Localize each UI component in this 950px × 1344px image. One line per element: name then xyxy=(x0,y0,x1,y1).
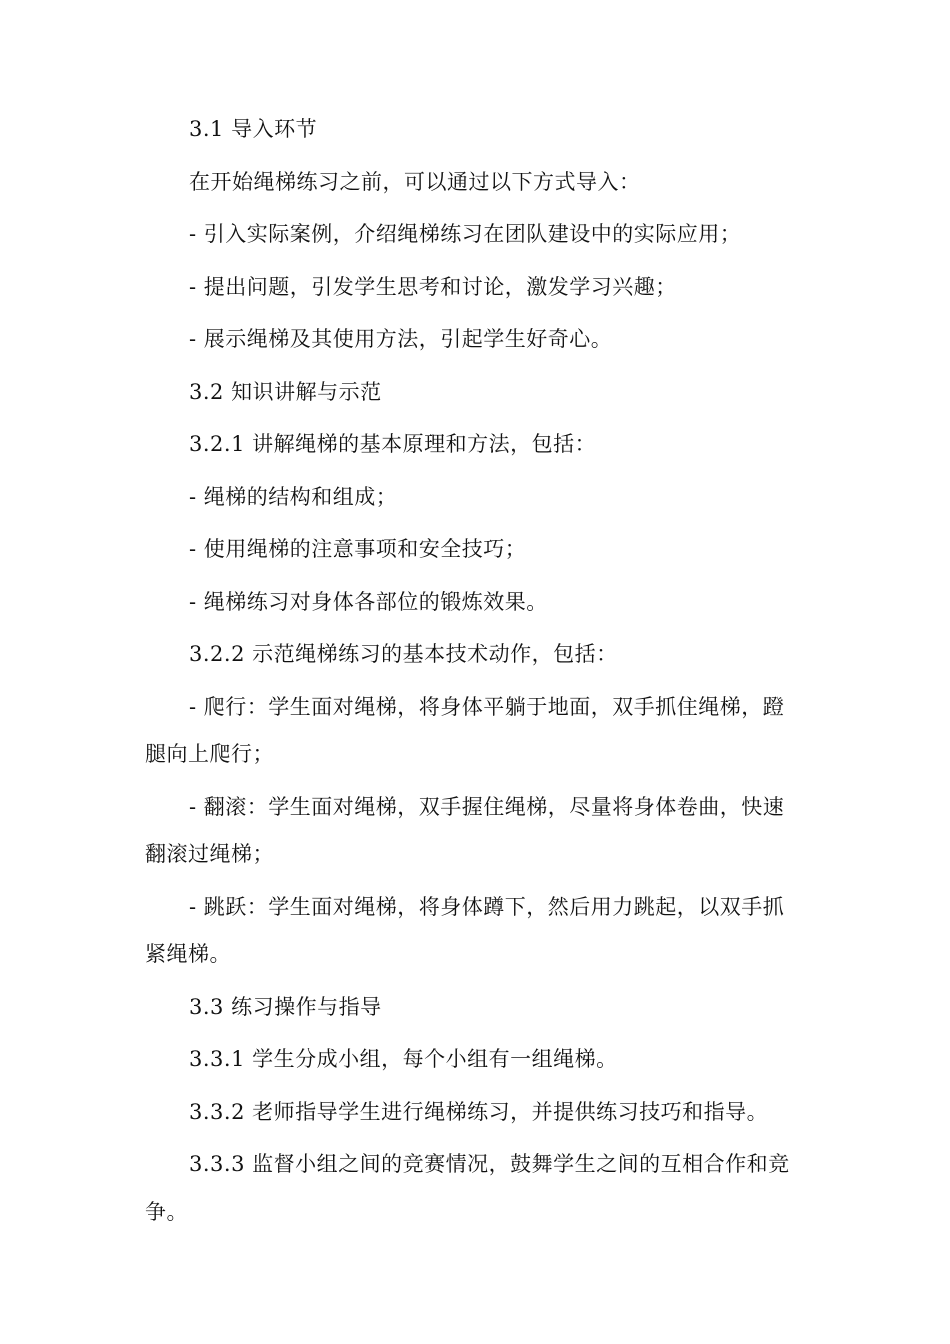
subsection-heading-3-2-2: 3.2.2 示范绳梯练习的基本技术动作，包括： xyxy=(189,642,618,666)
list-item: - 跳跃：学生面对绳梯，将身体蹲下，然后用力跳起，以双手抓紧绳梯。 xyxy=(145,894,785,966)
list-item: - 展示绳梯及其使用方法，引起学生好奇心。 xyxy=(189,327,613,351)
subsection-3-3-2: 3.3.2 老师指导学生进行绳梯练习，并提供练习技巧和指导。 xyxy=(189,1099,769,1124)
list-item: - 使用绳梯的注意事项和安全技巧； xyxy=(189,537,527,561)
list-item: - 引入实际案例，介绍绳梯练习在团队建设中的实际应用； xyxy=(189,222,742,246)
document-body xyxy=(145,106,795,1241)
list-item: - 绳梯练习对身体各部位的锻炼效果。 xyxy=(189,589,548,614)
section-heading-3-1: 3.1 导入环节 xyxy=(189,117,318,141)
list-item: - 提出问题，引发学生思考和讨论，激发学习兴趣； xyxy=(189,274,677,299)
subsection-heading-3-2-1: 3.2.1 讲解绳梯的基本原理和方法，包括： xyxy=(189,432,597,456)
section-heading-3-3: 3.3 练习操作与指导 xyxy=(189,994,382,1019)
section-heading-3-2: 3.2 知识讲解与示范 xyxy=(189,379,382,404)
intro-paragraph: 在开始绳梯练习之前，可以通过以下方式导入： xyxy=(189,169,641,194)
list-item: - 爬行：学生面对绳梯，将身体平躺于地面，双手抓住绳梯，蹬腿向上爬行； xyxy=(145,694,785,766)
subsection-3-3-3: 3.3.3 监督小组之间的竞赛情况，鼓舞学生之间的互相合作和竞争。 xyxy=(145,1152,790,1224)
list-item: - 绳梯的结构和组成； xyxy=(189,484,398,509)
list-item: - 翻滚：学生面对绳梯，双手握住绳梯，尽量将身体卷曲，快速翻滚过绳梯； xyxy=(145,794,785,866)
subsection-3-3-1: 3.3.1 学生分成小组，每个小组有一组绳梯。 xyxy=(189,1047,618,1071)
